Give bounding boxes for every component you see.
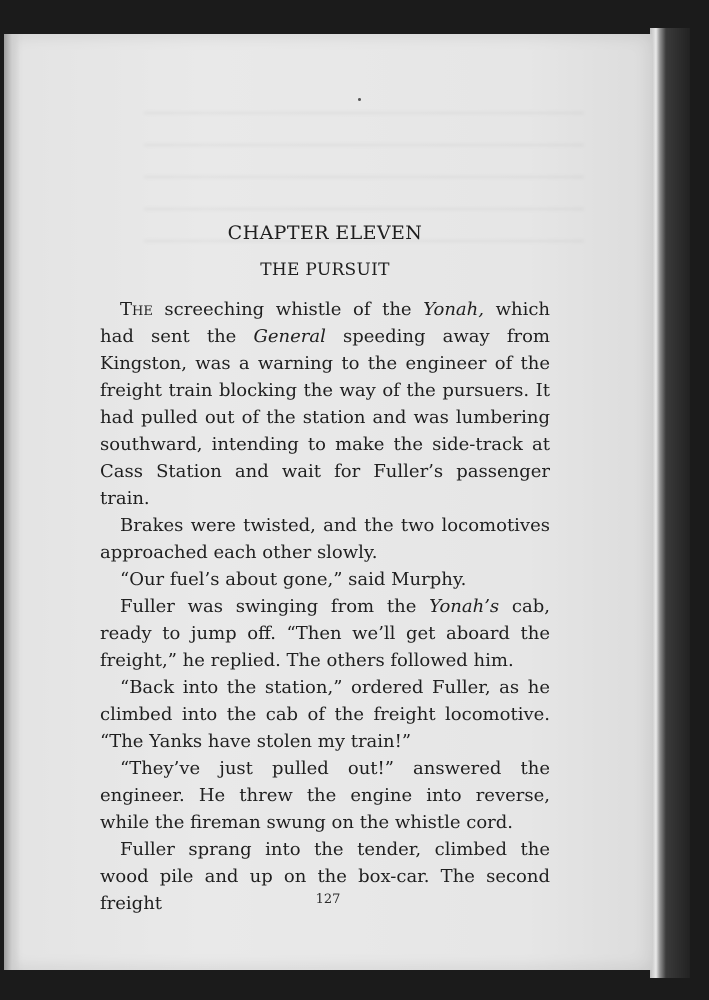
chapter-subtitle: THE PURSUIT: [260, 260, 390, 280]
page-binding-shadow: [4, 34, 20, 970]
ink-speck: [358, 98, 361, 101]
paragraph-p2: [100, 512, 550, 566]
text-segment: which had sent the: [100, 299, 551, 347]
paragraph-p6: [100, 755, 550, 836]
page-number: 127: [315, 892, 341, 907]
text-segment: “They’ve just pulled out!” answered the engineer. He threw the engine into reverse, while the fireman swung on the whistle cord.: [100, 758, 550, 833]
text-segment: Yonah,: [423, 299, 484, 320]
paragraph-p5: [100, 674, 550, 755]
text-segment: speeding away from Kingston, was a warning to the engineer of the freight train blocking the way of the pursuers. It had pulled out of the station and was lumbering southward, intending to make the side-track at Cass Station and wait for Fuller’s passenger train.: [100, 326, 550, 509]
text-segment: “Our fuel’s about gone,” said Murphy.: [120, 569, 467, 590]
text-segment: screeching whistle of the: [152, 299, 424, 320]
text-segment: Fuller was swinging from the: [120, 596, 430, 617]
paragraph-p4: [100, 593, 550, 674]
text-segment: The: [120, 299, 153, 320]
text-segment: Fuller sprang into the tender, climbed the wood pile and up on the box-car. The second freight: [100, 839, 550, 914]
text-segment: “Back into the station,” ordered Fuller, as he climbed into the cab of the freight locomotive. “The Yanks have stolen my train!”: [100, 677, 550, 752]
body-paragraphs: [100, 296, 550, 917]
text-segment: Yonah’s: [429, 596, 500, 617]
paragraph-p3: [100, 566, 550, 593]
book-page: [4, 34, 652, 970]
paragraph-p1: [100, 296, 550, 512]
text-segment: Brakes were twisted, and the two locomotives approached each other slowly.: [100, 515, 550, 563]
page-text-block: [100, 222, 550, 917]
chapter-title: CHAPTER ELEVEN: [227, 222, 423, 244]
book-cover-edge: [650, 28, 690, 978]
text-segment: cab, ready to jump off. “Then we’ll get aboard the freight,” he replied. The others followed him.: [100, 596, 550, 671]
text-segment: General: [253, 326, 326, 347]
